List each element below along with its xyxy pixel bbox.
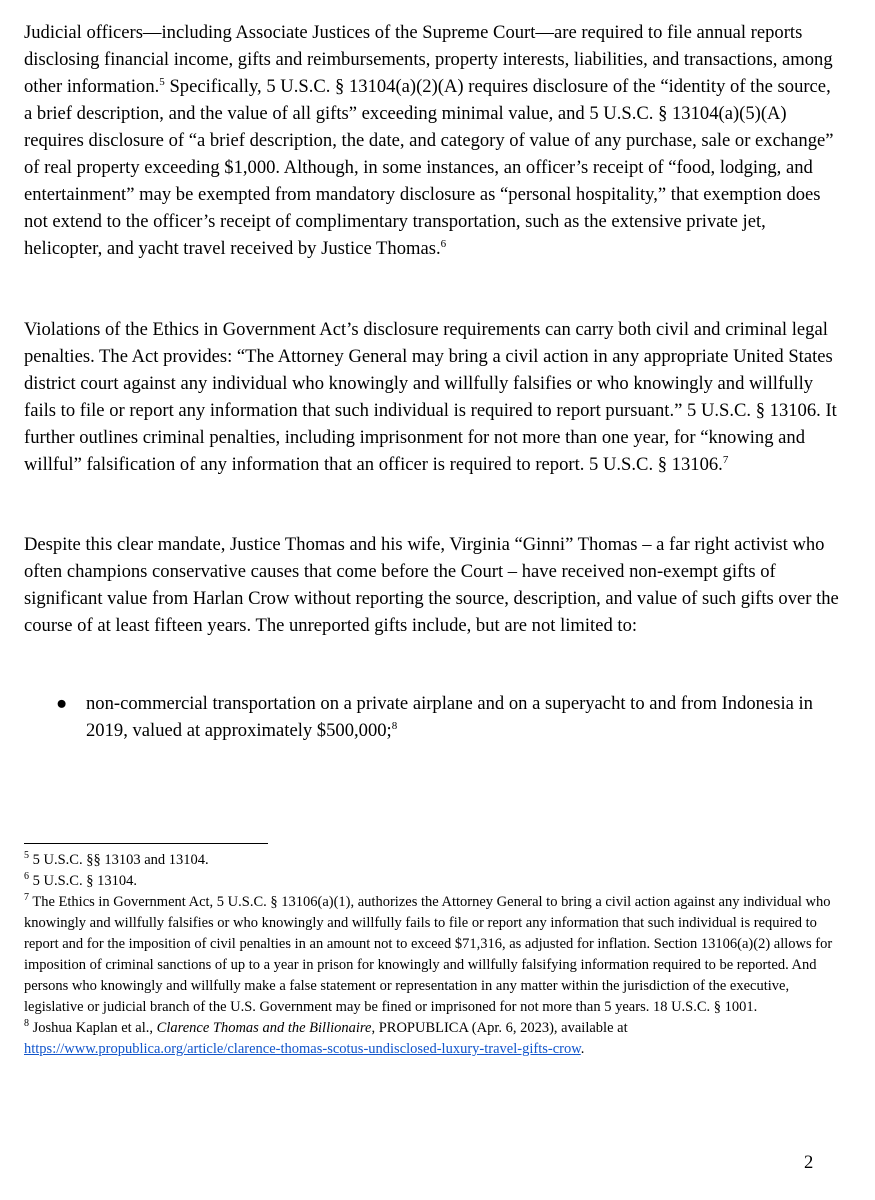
footnote-number: 8 — [24, 1018, 29, 1030]
propublica-article-link[interactable]: https://www.propublica.org/article/clarence-thomas-scotus-undisclosed-luxury-travel-gifts-crow — [24, 1041, 581, 1057]
footnote-6 — [24, 871, 842, 892]
footnote-text: 5 U.S.C. §§ 13103 and 13104. — [29, 852, 209, 868]
footnote-number: 5 — [24, 850, 29, 862]
footnote-text: Joshua Kaplan et al., — [29, 1020, 157, 1036]
footnote-7 — [24, 892, 842, 1018]
footnote-ref-6[interactable]: 6 — [440, 237, 447, 250]
paragraph-penalties — [24, 316, 842, 478]
gifts-list — [24, 690, 842, 744]
paragraph-disclosure-requirements — [24, 19, 842, 262]
bullet-icon: ● — [56, 693, 68, 714]
footnote-number: 7 — [24, 892, 29, 904]
paragraph-text: Violations of the Ethics in Government Act’s disclosure requirements can carry both civil and criminal legal penalties. The Act provides: “The Attorney General may bring a civil action in any appropriate United States district court against any individual who knowingly and willfully falsifies or who knowingly and willfully fails to file or report any information that such individual is required to report pursuant.” 5 U.S.C. § 13106. It further outlines criminal penalties, including imprisonment for not more than one year, for “knowing and willful” falsification of any information that an officer is required to report. 5 U.S.C. § 13106. — [24, 319, 837, 475]
paragraph-text: Despite this clear mandate, Justice Thomas and his wife, Virginia “Ginni” Thomas – a far right activist who often champions conservative causes that come before the Court – have received non-exempt gifts of significant value from Harlan Crow without reporting the source, description, and value of such gifts over the course of at least fifteen years. The unreported gifts include, but are not limited to: — [24, 534, 839, 636]
footnote-ref-5[interactable]: 5 — [159, 75, 165, 88]
paragraph-text: Specifically, 5 U.S.C. § 13104(a)(2)(A) requires disclosure of the “identity of the source, a brief description, and the value of all gifts” exceeding minimal value, and 5 U.S.C. § 13104(a)(5)(A) requires disclosure of “a brief description, the date, and category of value of any purchase, sale or exchange” of real property exceeding $1,000. Although, in some instances, an officer’s receipt of “food, lodging, and entertainment” may be exempted from mandatory disclosure as “personal hospitality,” that exemption does not extend to the officer’s receipt of complimentary transportation, such as the extensive private jet, helicopter, and yacht travel received by Justice Thomas. — [24, 76, 834, 259]
footnote-divider — [24, 843, 268, 844]
footnote-text: . — [580, 1041, 585, 1057]
footnote-ref-7[interactable]: 7 — [722, 453, 729, 466]
footnote-text: , PROPUBLICA (Apr. 6, 2023), available at — [371, 1020, 628, 1036]
footnotes-section — [24, 850, 842, 1060]
footnote-ref-8[interactable]: 8 — [391, 719, 398, 732]
footnote-text: 5 U.S.C. § 13104. — [29, 873, 137, 889]
paragraph-unreported-gifts — [24, 531, 842, 639]
footnote-8 — [24, 1018, 842, 1060]
footnote-text: The Ethics in Government Act, 5 U.S.C. § 13106(a)(1), authorizes the Attorney General to bring a civil action against any individual who knowingly and willfully falsifies or who knowingly and willfully fails to file or report any information that such individual is required to report and for the imposition of civil penalties in an amount not to exceed $71,316, as adjusted for inflation. Section 13106(a)(2) allows for imposition of criminal sanctions of up to a year in prison for knowingly and willfully falsifying information required to be reported. And persons who knowingly and willfully make a false statement or representation in any matter within the jurisdiction of the executive, legislative or judicial branch of the U.S. Government may be fined or imprisoned for not more than 5 years. 18 U.S.C. § 1001. — [24, 894, 833, 1015]
list-item — [24, 690, 842, 744]
footnote-number: 6 — [24, 871, 29, 883]
footnote-5 — [24, 850, 842, 871]
paragraph-text: Judicial officers—including Associate Justices of the Supreme Court—are required to file annual reports disclosing financial income, gifts and reimbursements, property interests, liabilities, and transactions, among other information. — [24, 22, 833, 97]
list-item-text: non-commercial transportation on a private airplane and on a superyacht to and from Indonesia in 2019, valued at approximately $500,000; — [86, 693, 813, 741]
article-title: Clarence Thomas and the Billionaire — [156, 1020, 372, 1036]
page-number: 2 — [804, 1152, 814, 1173]
